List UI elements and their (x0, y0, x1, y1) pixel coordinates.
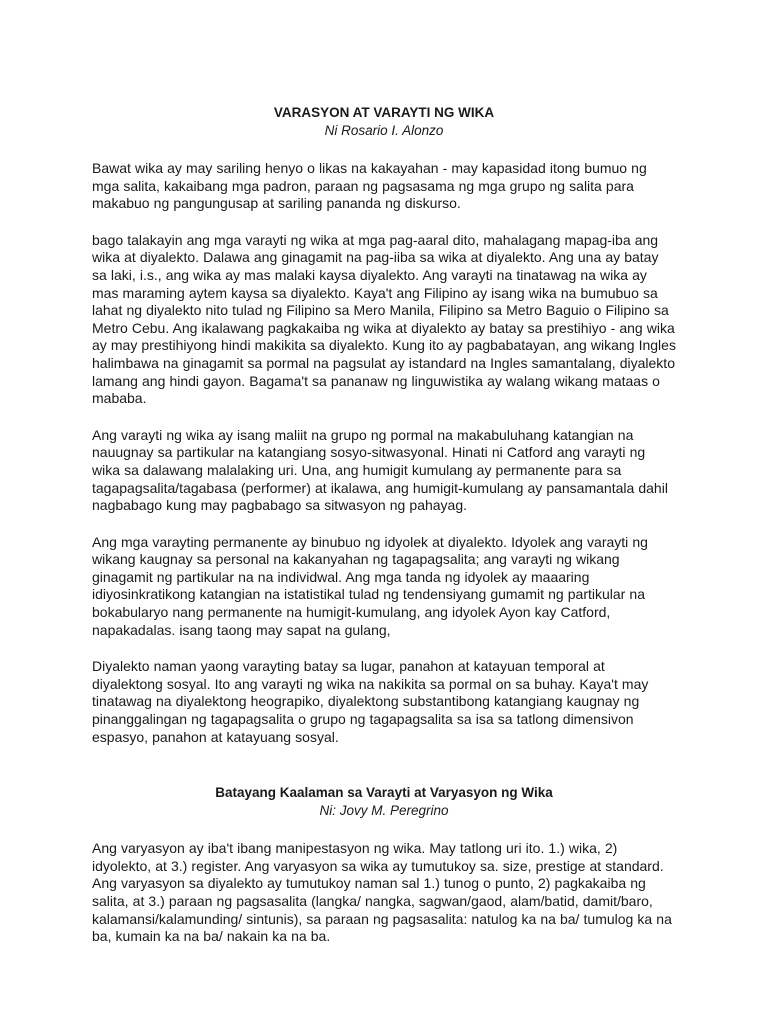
section1-paragraph-2: bago talakayin ang mga varayti ng wika at mga pag-aaral dito, mahalagang mapag-iba ang wika at diyalekto. Dalawa ang ginagamit na pag-iiba sa wika at diyalekto. Ang una ay batay sa laki, i.s., ang wika ay mas malaki kaysa diyalekto. Ang varayti na tinatawag na wika ay mas maraming aytem kaysa sa diyalekto. Kaya't ang Filipino ay isang wika na bumubuo sa lahat ng diyalekto nito tulad ng Filipino sa Mero Manila, Filipino sa Metro Baguio o Filipino sa Metro Cebu. Ang ikalawang pagkakaiba ng wika at diyalekto ay batay sa prestihiyo - ang wika ay may prestihiyong hindi makikita sa diyalekto. Kung ito ay pagbabatayan, ang wikang Ingles halimbawa na ginagamit sa pormal na pagsulat ay istandard na Ingles samantalang, diyalekto lamang ang hindi gayon. Bagama't sa pananaw ng linguwistika ay walang wikang mataas o mababa. (92, 231, 676, 407)
section1-paragraph-5: Diyalekto naman yaong varayting batay sa lugar, panahon at katayuan temporal at diyalektong sosyal. Ito ang varayti ng wika na nakikita sa pormal on sa buhay. Kaya't may tinatawag na diyalektong heograpiko, diyalektong substantibong katangiang kaugnay ng pinanggalingan ng tagapagsalita o grupo ng tagapagsalita sa isa sa tatlong dimensivon espasyo, panahon at katayuang sosyal. (92, 658, 649, 745)
section1-paragraph-4: Ang mga varayting permanente ay binubuo ng idyolek at diyalekto. Idyolek ang varayti ng wikang kaugnay sa personal na kakanyahan ng tagapagsalita; ang varayti ng wikang ginagamit ng partikular na na individwal. Ang mga tanda ng idyolek ay maaaring idiyosinkratikong katangian na istatistikal tulad ng tendensiyang gumamit ng partikular na bokabularyo nang permanente na humigit-kumulang, ang idyolek Ayon kay Catford, napakadalas. isang taong may sapat na gulang, (92, 533, 648, 638)
section1-paragraph-1: Bawat wika ay may sariling henyo o likas na kakayahan - may kapasidad itong bumuo ng mga salita, kakaibang mga padron, paraan ng pagsasama ng mga grupo ng salita para makabuo ng pangungusap at sariling pananda ng diskurso. (92, 160, 647, 212)
section2-author: Ni: Jovy M. Peregrino (319, 803, 449, 819)
section1-title: VARASYON AT VARAYTI NG WIKA (273, 105, 495, 120)
section1-paragraph-3: Ang varayti ng wika ay isang maliit na grupo ng pormal na makabuluhang katangian na nauugnay sa partikular na katangiang sosyo-sitwasyonal. Hinati ni Catford ang varayti ng wika sa dalawang malalaking uri. Una, ang humigit kumulang ay permanente para sa tagapagsalita/tagabasa (performer) at ikalawa, ang humigit-kumulang ay pansamantala dahil nagbabago kung may pagbabago sa sitwasyon ng pahayag. (92, 426, 668, 514)
section-divider-space (92, 765, 676, 784)
document-page (92, 104, 676, 965)
section2-title: Batayang Kaalaman sa Varayti at Varyasyon ng Wika (215, 785, 553, 801)
section2-paragraph-1: Ang varyasyon ay iba't ibang manipestasyon ng wika. May tatlong uri ito. 1.) wika, 2) idyolekto, at 3.) register. Ang varyasyon sa wika ay tumutukoy sa. size, prestige at standard. Ang varyasyon sa diyalekto ay tumutukoy naman sal 1.) tunog o punto, 2) pagkakaiba ng salita, at 3.) paraan ng pagsasalita (langka/ nangka, sagwan/gaod, alam/batid, damit/baro, kalamansi/kalamunding/ sintunis), sa paraan ng pagsasalita: natulog ka na ba/ tumulog ka na ba, kumain ka na ba/ nakain ka na ba. (92, 840, 672, 945)
section1-author: Ni Rosario I. Alonzo (324, 123, 444, 138)
